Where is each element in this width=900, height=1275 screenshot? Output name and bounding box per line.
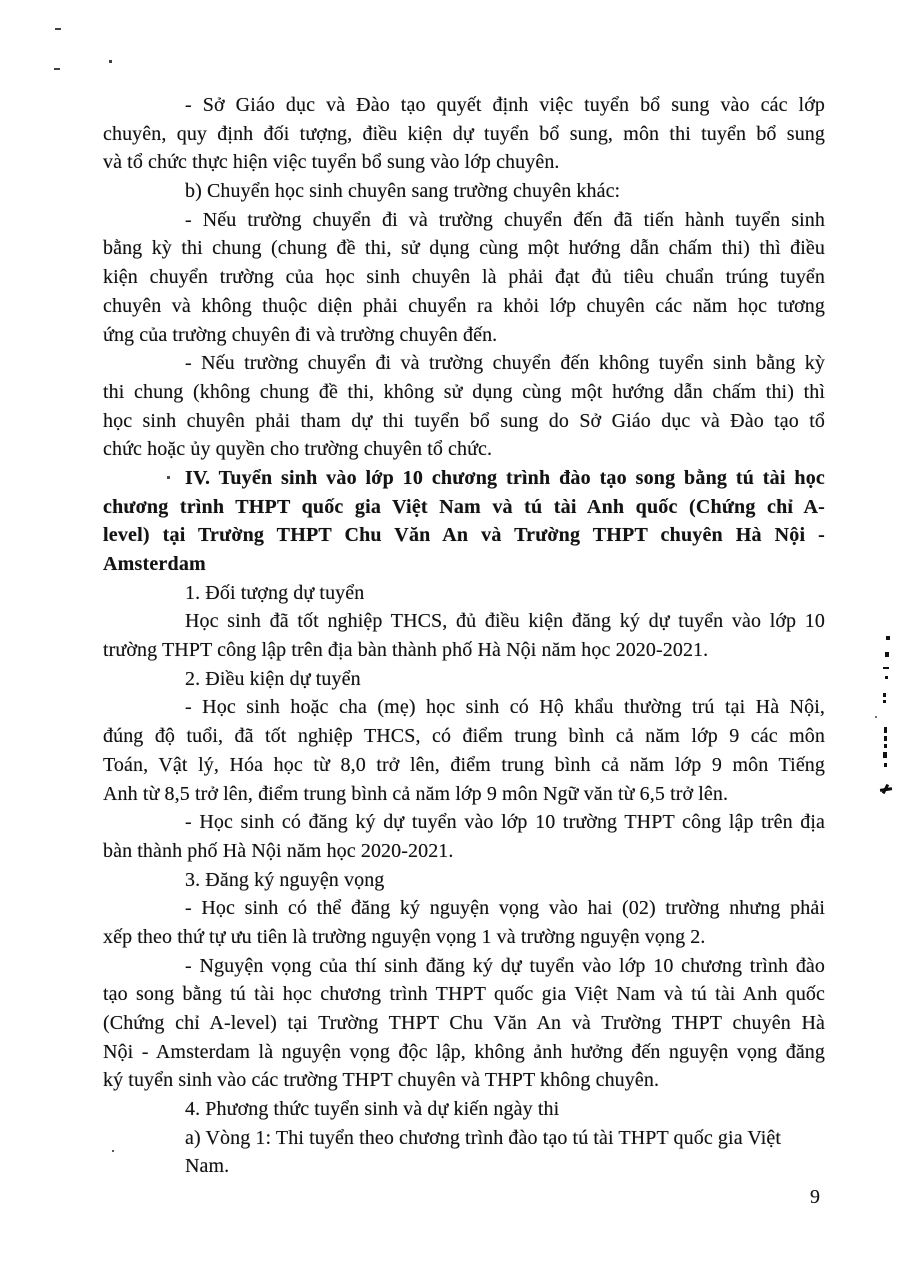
scan-speck (884, 727, 887, 733)
scan-speck (883, 693, 886, 697)
text-line: - Sở Giáo dục và Đào tạo quyết định việc tuyển bổ sung vào các lớp (185, 94, 825, 116)
text-line: Nội - Amsterdam là nguyện vọng độc lập, không ảnh hưởng đến nguyện vọng đăng (103, 1040, 825, 1063)
text-line: - Nếu trường chuyển đi và trường chuyển đến không tuyển sinh bằng kỳ (185, 352, 825, 375)
text-line: kiện chuyển trường của học sinh chuyên là phải đạt đủ tiêu chuẩn trúng tuyển (103, 266, 825, 289)
text-line: bằng kỳ thi chung (chung đề thi, sử dụng cùng một hướng dẫn chấm thi) thì điều (103, 237, 825, 260)
scan-mark (880, 783, 894, 795)
text-line: học sinh chuyên phải tham dự thi tuyển bổ sung do Sở Giáo dục và Đào tạo tổ (103, 409, 825, 432)
text-line: bàn thành phố Hà Nội năm học 2020-2021. (103, 839, 454, 862)
scan-speck (883, 700, 886, 703)
text-line: xếp theo thứ tự ưu tiên là trường nguyện vọng 1 và trường nguyện vọng 2. (103, 925, 706, 948)
text-line: Anh từ 8,5 trở lên, điểm trung bình cả năm lớp 9 môn Ngữ văn từ 6,5 trở lên. (103, 782, 729, 805)
text-line: tạo song bằng tú tài học chương trình THPT quốc gia Việt Nam và tú tài Anh quốc (103, 983, 825, 1006)
scan-speck (112, 1150, 114, 1152)
text-line: và tổ chức thực hiện việc tuyển bổ sung vào lớp chuyên. (103, 151, 560, 174)
text-line: thi chung (không chung đề thi, không sử dụng cùng một hướng dẫn chấm thi) thì (103, 380, 825, 403)
scan-speck (883, 752, 887, 758)
scan-speck (883, 667, 889, 669)
text-line: chuyên, quy định đối tượng, điều kiện dự tuyển bổ sung, môn thi tuyển bổ sung (103, 122, 825, 145)
text-line: ký tuyển sinh vào các trường THPT chuyên và THPT không chuyên. (103, 1069, 660, 1092)
text-line: - Học sinh hoặc cha (mẹ) học sinh có Hộ khẩu thường trú tại Hà Nội, (185, 696, 825, 719)
text-line: chuyên và không thuộc diện phải chuyển ra khỏi lớp chuyên các năm học tương (103, 294, 825, 317)
text-line: (Chứng chỉ A-level) tại Trường THPT Chu Văn An và Trường THPT chuyên Hà (103, 1012, 825, 1034)
text-line: đúng độ tuổi, đã tốt nghiệp THCS, có điểm trung bình cả năm lớp 9 các môn (103, 725, 825, 748)
text-line: - Học sinh có đăng ký dự tuyển vào lớp 10 trường THPT công lập trên địa (185, 811, 825, 834)
scan-speck (885, 676, 888, 679)
text-line: 4. Phương thức tuyển sinh và dự kiến ngày thi (185, 1098, 560, 1121)
scan-speck (884, 763, 887, 767)
text-line: Học sinh đã tốt nghiệp THCS, đủ điều kiện đăng ký dự tuyển vào lớp 10 (185, 610, 825, 633)
scan-speck (886, 636, 890, 640)
heading-line: Amsterdam (103, 553, 206, 575)
text-line: chức hoặc ủy quyền cho trường chuyên tổ chức. (103, 438, 493, 461)
heading-line: chương trình THPT quốc gia Việt Nam và tú tài Anh quốc (Chứng chỉ A- (103, 495, 825, 518)
text-line: Toán, Vật lý, Hóa học từ 8,0 trở lên, điểm trung bình cả năm lớp 9 môn Tiếng (103, 753, 825, 776)
text-line: - Nguyện vọng của thí sinh đăng ký dự tuyển vào lớp 10 chương trình đào (185, 954, 825, 977)
document-lines (103, 91, 825, 1178)
scan-speck (109, 60, 112, 63)
text-line: 1. Đối tượng dự tuyển (185, 581, 365, 604)
scan-speck (885, 652, 889, 657)
scan-speck (884, 744, 887, 748)
scan-speck (167, 476, 170, 479)
scan-speck (884, 736, 887, 741)
text-line: trường THPT công lập trên địa bàn thành phố Hà Nội năm học 2020-2021. (103, 639, 709, 662)
scan-speck (54, 68, 60, 70)
heading-line: level) tại Trường THPT Chu Văn An và Trường THPT chuyên Hà Nội - (103, 524, 825, 547)
text-line: a) Vòng 1: Thi tuyển theo chương trình đào tạo tú tài THPT quốc gia Việt Nam. (185, 1126, 782, 1178)
heading-line: IV. Tuyển sinh vào lớp 10 chương trình đào tạo song bằng tú tài học (185, 466, 825, 489)
scan-speck (875, 716, 877, 718)
text-line: 2. Điều kiện dự tuyển (185, 667, 361, 690)
text-line: b) Chuyển học sinh chuyên sang trường chuyên khác: (185, 180, 621, 203)
text-line: 3. Đăng ký nguyện vọng (185, 868, 385, 891)
text-line: ứng của trường chuyên đi và trường chuyên đến. (103, 323, 498, 346)
page-number: 9 (810, 1186, 820, 1208)
scan-speck (55, 28, 61, 30)
text-line: - Học sinh có thể đăng ký nguyện vọng vào hai (02) trường nhưng phải (185, 897, 825, 920)
text-line: - Nếu trường chuyển đi và trường chuyển đến đã tiến hành tuyển sinh (185, 208, 825, 231)
